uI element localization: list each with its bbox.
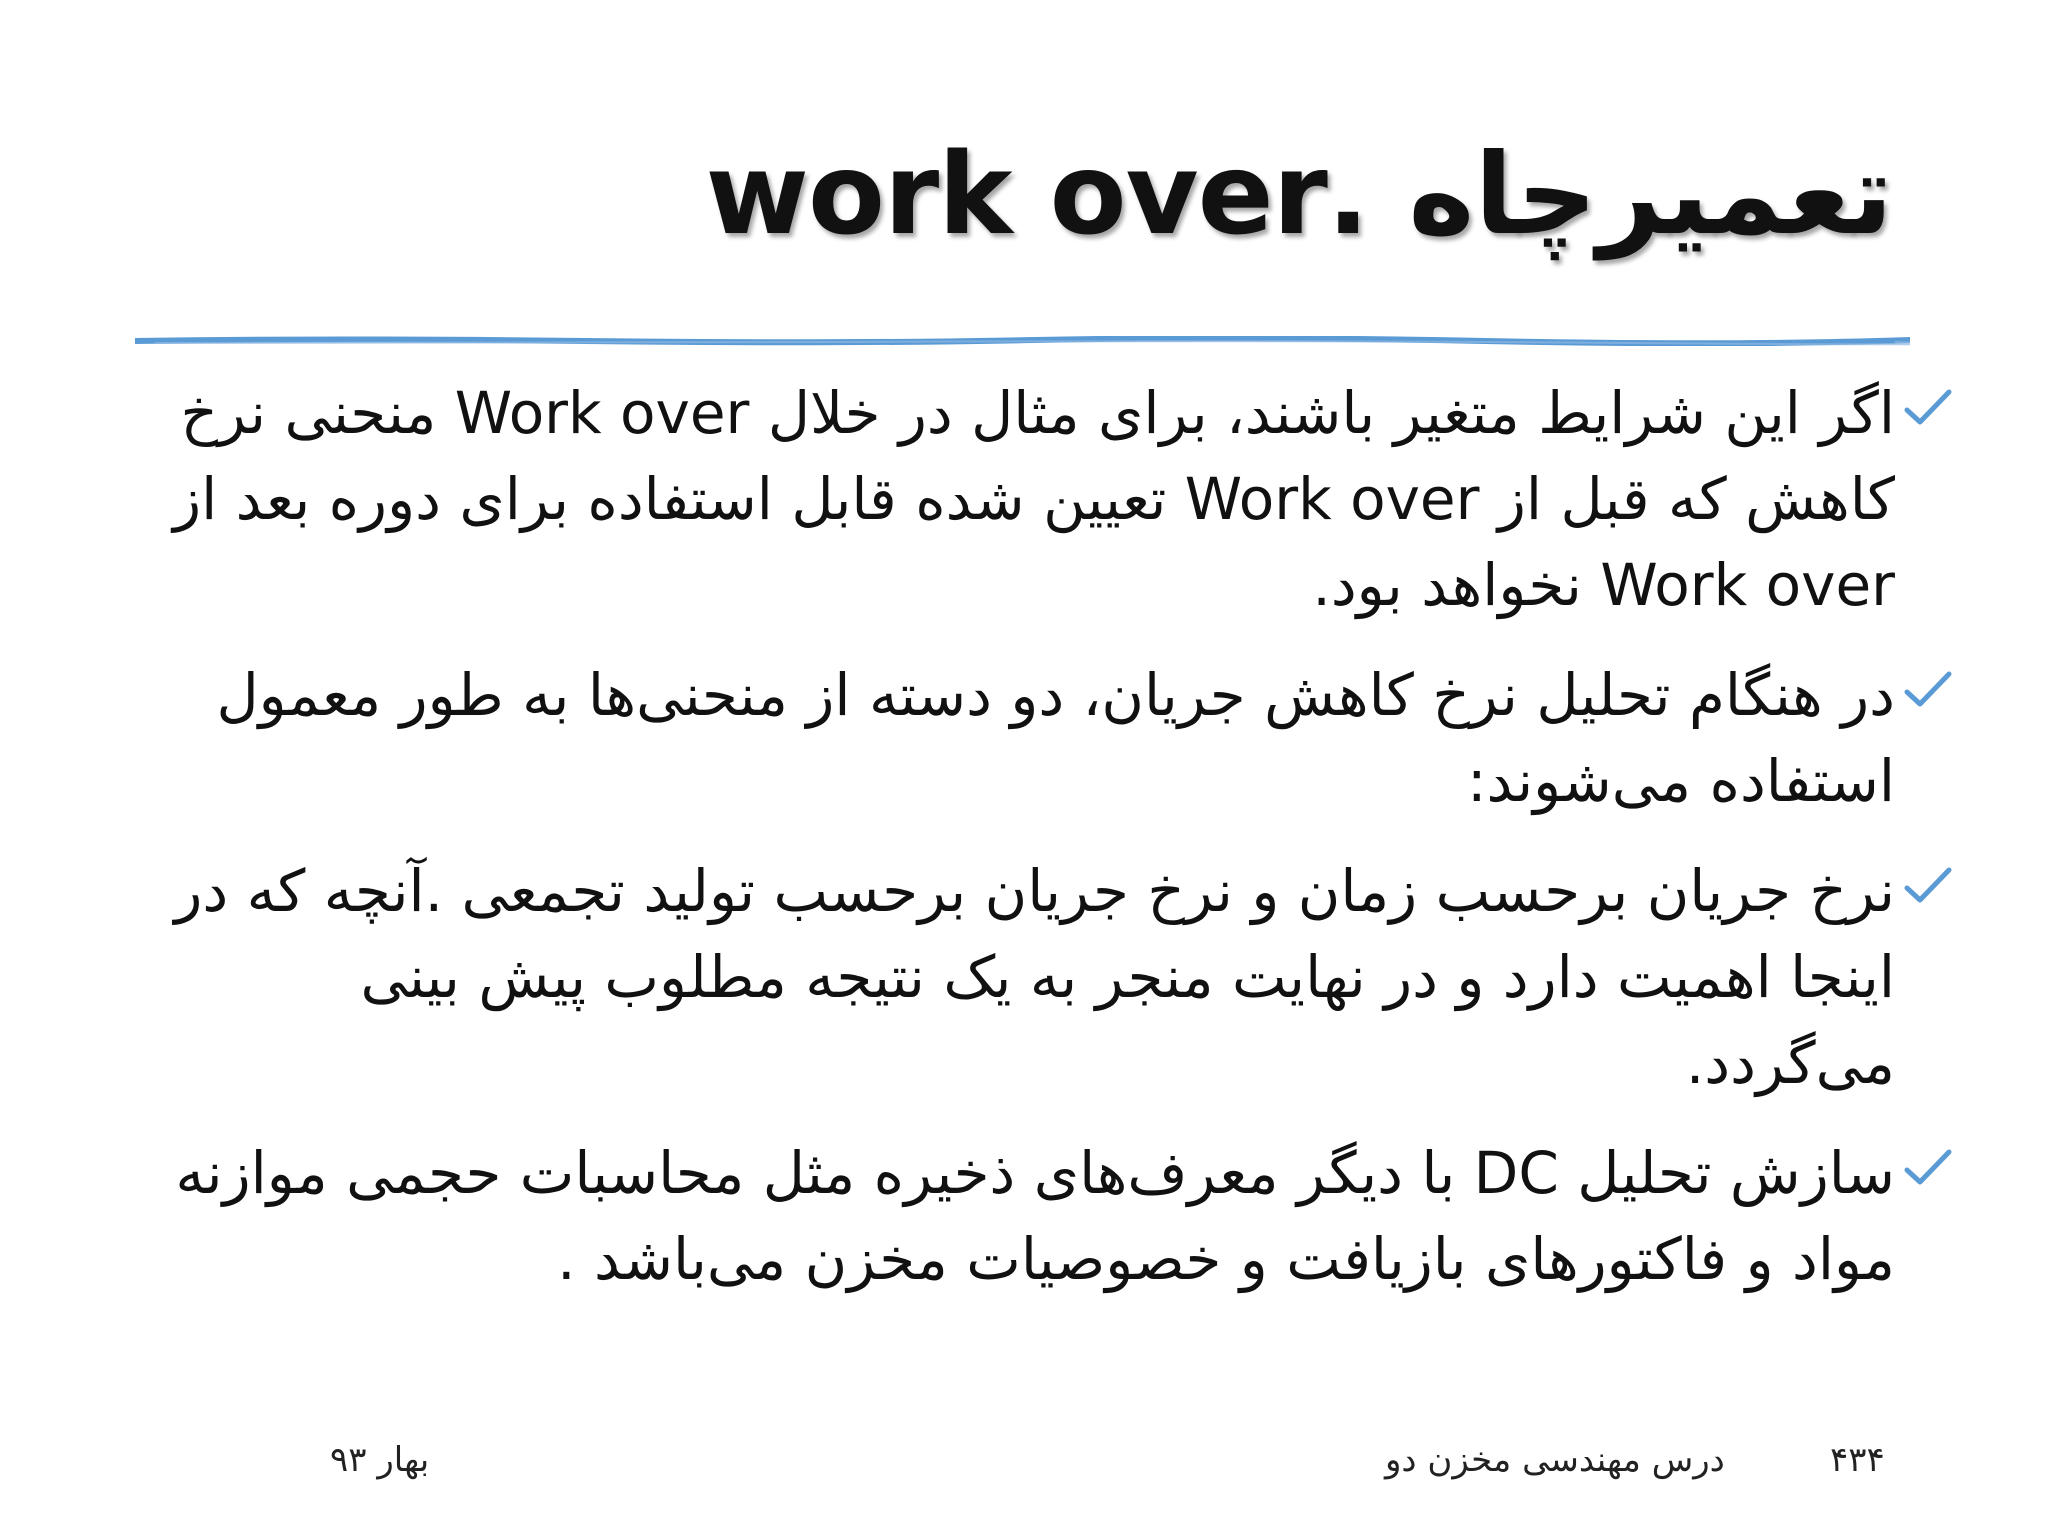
title-divider: [135, 336, 1910, 346]
bullet-text: در هنگام تحلیل نرخ کاهش جریان، دو دسته از منحنی‌ها به طور معمول استفاده می‌شوند:: [216, 661, 1895, 815]
footer-season: بهار ۹۳: [330, 1440, 430, 1480]
bullet-text: سازش تحلیل DC با دیگر معرف‌های ذخیره مثل محاسبات حجمی موازنه مواد و فاکتورهای بازیافت و خصوصیات مخزن می‌باشد .: [175, 1139, 1895, 1293]
bullet-list: [150, 370, 1953, 1326]
footer-course: درس مهندسی مخزن دو: [1385, 1440, 1725, 1480]
checkmark-icon: [1903, 388, 1953, 428]
footer-page-number: ۴۳۴: [1830, 1440, 1885, 1480]
bullet-item: [150, 370, 1953, 628]
bullet-item: [150, 848, 1953, 1106]
bullet-text: اگر این شرایط متغیر باشند، برای مثال در خلال Work over منحنی نرخ کاهش که قبل از Work over تعیین شده قابل استفاده برای دوره بعد از Work over نخواهد بود.: [173, 379, 1895, 619]
checkmark-icon: [1903, 1148, 1953, 1188]
bullet-item: [150, 1130, 1953, 1302]
checkmark-icon: [1903, 670, 1953, 710]
bullet-text: نرخ جریان برحسب زمان و نرخ جریان برحسب تولید تجمعی .آنچه که در اینجا اهمیت دارد و در نهایت منجر به یک نتیجه مطلوب پیش بینی می‌گردد.: [174, 857, 1895, 1097]
bullet-item: [150, 652, 1953, 824]
slide-title: تعمیرچاه .work over: [705, 130, 1893, 260]
checkmark-icon: [1903, 866, 1953, 906]
